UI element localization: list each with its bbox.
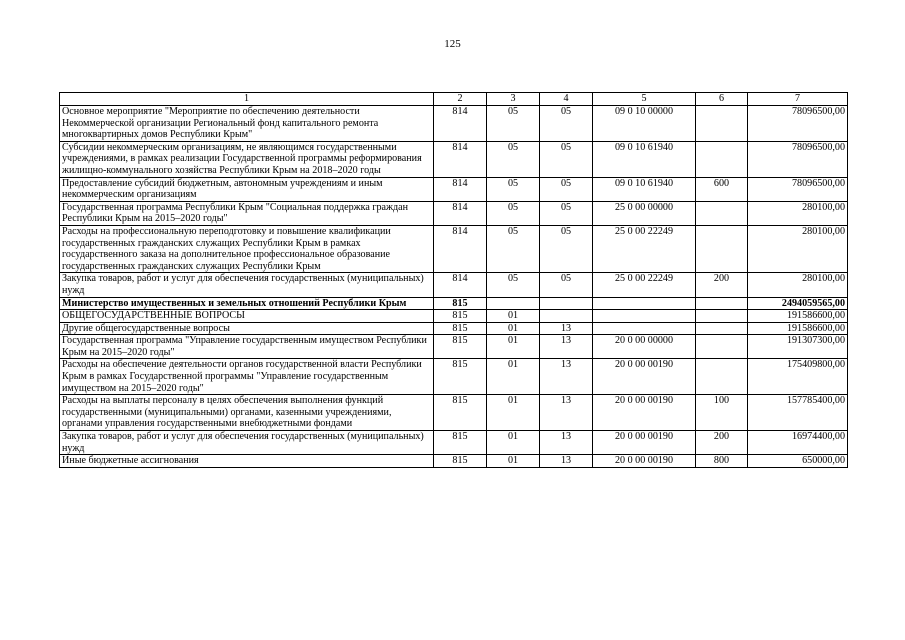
row-amount: 78096500,00 (748, 106, 848, 142)
row-code-2: 814 (434, 201, 487, 225)
row-amount: 191307300,00 (748, 335, 848, 359)
column-header: 2 (434, 93, 487, 106)
row-code-2: 815 (434, 335, 487, 359)
row-code-5: 20 0 00 00190 (593, 359, 696, 395)
row-amount: 280100,00 (748, 201, 848, 225)
row-code-5: 09 0 10 61940 (593, 141, 696, 177)
row-code-3 (487, 297, 540, 310)
table-row (60, 359, 848, 395)
row-code-3: 05 (487, 225, 540, 272)
row-code-6: 200 (696, 273, 748, 297)
row-amount: 78096500,00 (748, 177, 848, 201)
table-row (60, 455, 848, 468)
row-code-5: 09 0 10 00000 (593, 106, 696, 142)
row-code-4: 13 (540, 322, 593, 335)
table-row (60, 225, 848, 272)
row-code-4: 13 (540, 359, 593, 395)
row-amount: 78096500,00 (748, 141, 848, 177)
column-header: 5 (593, 93, 696, 106)
row-code-5: 25 0 00 22249 (593, 225, 696, 272)
table-row (60, 322, 848, 335)
column-header: 3 (487, 93, 540, 106)
row-code-2: 814 (434, 225, 487, 272)
row-code-5: 20 0 00 00000 (593, 335, 696, 359)
row-code-5 (593, 310, 696, 323)
row-code-5 (593, 322, 696, 335)
row-code-6 (696, 322, 748, 335)
table-row (60, 273, 848, 297)
row-code-4: 13 (540, 455, 593, 468)
table-row (60, 335, 848, 359)
table-row (60, 106, 848, 142)
row-code-4: 13 (540, 335, 593, 359)
row-code-2: 815 (434, 431, 487, 455)
row-name: Закупка товаров, работ и услуг для обеспечения государственных (муниципальных) нужд (60, 273, 434, 297)
row-name: Закупка товаров, работ и услуг для обеспечения государственных (муниципальных) нужд (60, 431, 434, 455)
row-code-3: 01 (487, 431, 540, 455)
row-amount: 175409800,00 (748, 359, 848, 395)
row-code-3: 05 (487, 273, 540, 297)
row-name: Расходы на обеспечение деятельности органов государственной власти Республики Крым в рамках Государственной программы "Управление государственным имуществом на 2015–2020 годы" (60, 359, 434, 395)
row-code-4: 05 (540, 225, 593, 272)
row-name: Иные бюджетные ассигнования (60, 455, 434, 468)
row-name: Государственная программа Республики Крым "Социальная поддержка граждан Республики Крым на 2015–2020 годы" (60, 201, 434, 225)
row-code-2: 815 (434, 359, 487, 395)
row-code-3: 01 (487, 455, 540, 468)
row-code-5: 20 0 00 00190 (593, 431, 696, 455)
row-code-4: 05 (540, 177, 593, 201)
row-code-5: 20 0 00 00190 (593, 455, 696, 468)
table-row (60, 177, 848, 201)
row-name: Основное мероприятие "Мероприятие по обеспечению деятельности Некоммерческой организации Региональный фонд капитального ремонта многоквартирных домов Республики Крым" (60, 106, 434, 142)
row-code-4 (540, 310, 593, 323)
row-amount: 191586600,00 (748, 310, 848, 323)
row-code-6 (696, 141, 748, 177)
row-code-2: 814 (434, 177, 487, 201)
budget-table (59, 92, 848, 468)
page-number: 125 (444, 38, 461, 50)
row-code-2: 815 (434, 455, 487, 468)
row-code-4: 05 (540, 106, 593, 142)
row-code-4: 05 (540, 141, 593, 177)
column-header: 7 (748, 93, 848, 106)
row-code-3: 01 (487, 310, 540, 323)
row-code-3: 01 (487, 359, 540, 395)
row-amount: 650000,00 (748, 455, 848, 468)
row-code-3: 05 (487, 106, 540, 142)
row-code-6: 100 (696, 395, 748, 431)
row-name: Предоставление субсидий бюджетным, автономным учреждениям и иным некоммерческим организациям (60, 177, 434, 201)
row-amount: 16974400,00 (748, 431, 848, 455)
row-code-3: 05 (487, 201, 540, 225)
row-code-4: 13 (540, 431, 593, 455)
row-name: Расходы на профессиональную переподготовку и повышение квалификации государственных гражданских служащих Республики Крым в рамках государственного заказа на дополнительное профессиональное образование государственных гражданских служащих Республики Крым (60, 225, 434, 272)
table-row (60, 141, 848, 177)
row-code-5 (593, 297, 696, 310)
row-code-2: 815 (434, 322, 487, 335)
row-name: ОБЩЕГОСУДАРСТВЕННЫЕ ВОПРОСЫ (60, 310, 434, 323)
row-code-2: 815 (434, 395, 487, 431)
row-code-2: 815 (434, 310, 487, 323)
row-code-6: 800 (696, 455, 748, 468)
row-code-6 (696, 201, 748, 225)
row-code-2: 815 (434, 297, 487, 310)
row-code-3: 01 (487, 322, 540, 335)
table-row (60, 297, 848, 310)
header-row (60, 93, 848, 106)
row-amount: 2494059565,00 (748, 297, 848, 310)
row-code-3: 05 (487, 141, 540, 177)
row-code-2: 814 (434, 273, 487, 297)
row-code-6 (696, 225, 748, 272)
column-header: 6 (696, 93, 748, 106)
table-row (60, 395, 848, 431)
column-header: 1 (60, 93, 434, 106)
row-amount: 157785400,00 (748, 395, 848, 431)
row-name: Министерство имущественных и земельных отношений Республики Крым (60, 297, 434, 310)
table-row (60, 431, 848, 455)
row-code-4 (540, 297, 593, 310)
row-amount: 191586600,00 (748, 322, 848, 335)
row-code-6 (696, 106, 748, 142)
row-code-5: 09 0 10 61940 (593, 177, 696, 201)
row-code-3: 01 (487, 395, 540, 431)
row-code-6 (696, 310, 748, 323)
row-code-4: 13 (540, 395, 593, 431)
row-code-6 (696, 359, 748, 395)
table-body (60, 106, 848, 468)
row-name: Другие общегосударственные вопросы (60, 322, 434, 335)
row-code-5: 25 0 00 00000 (593, 201, 696, 225)
row-code-6 (696, 297, 748, 310)
row-code-2: 814 (434, 106, 487, 142)
row-code-6: 200 (696, 431, 748, 455)
row-name: Государственная программа "Управление государственным имуществом Республики Крым на 2015–2020 годы" (60, 335, 434, 359)
row-code-3: 01 (487, 335, 540, 359)
row-code-3: 05 (487, 177, 540, 201)
row-code-4: 05 (540, 273, 593, 297)
row-code-5: 25 0 00 22249 (593, 273, 696, 297)
table-row (60, 310, 848, 323)
row-code-5: 20 0 00 00190 (593, 395, 696, 431)
row-amount: 280100,00 (748, 273, 848, 297)
table-row (60, 201, 848, 225)
row-code-6 (696, 335, 748, 359)
row-code-6: 600 (696, 177, 748, 201)
row-code-2: 814 (434, 141, 487, 177)
row-amount: 280100,00 (748, 225, 848, 272)
column-header: 4 (540, 93, 593, 106)
row-name: Расходы на выплаты персоналу в целях обеспечения выполнения функций государственными (муниципальными) органами, казенными учреждениями, органами управления государственными внебюджетными фондами (60, 395, 434, 431)
row-code-4: 05 (540, 201, 593, 225)
row-name: Субсидии некоммерческим организациям, не являющимся государственными учреждениями, в рамках реализации Государственной программы реформирования жилищно-коммунального хозяйства Республики Крым на 2018–2020 годы (60, 141, 434, 177)
